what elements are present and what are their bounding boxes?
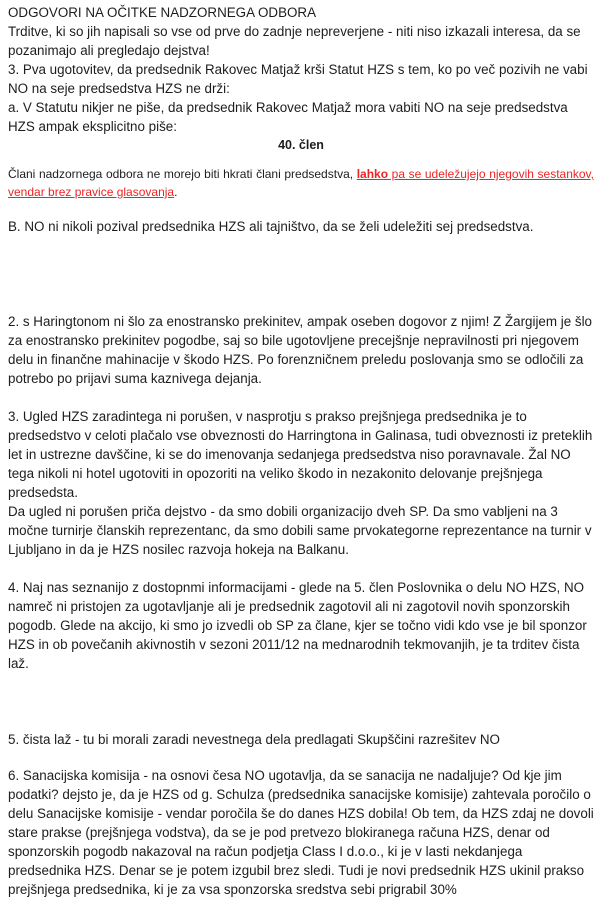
claim-3a-paragraph: a. V Statutu nikjer ne piše, da predsednik Rakovec Matjaž mora vabiti NO na seje predsedstva HZS ampak eksplicitno piše: [8,100,568,134]
answer-3-continued-paragraph: Da ugled ni porušen priča dejstvo - da smo dobili organizacijo dveh SP. Da smo vabljeni na 3 močne turnirje članskih reprezentanc, da smo dobili same prvokategorne reprezentance na turnir v Ljubljano in da je HZS nosilec razvoja hokeja na Balkanu. [8,504,592,557]
intro-paragraph: Trditve, ki so jih napisali so vse od prve do zadnje nepreverjene - niti niso izkazali interesa, da se pozanimajo ali pregledajo dejstva! [8,24,581,58]
claim-3-paragraph: 3. Pva ugotovitev, da predsednik Rakovec Matjaž krši Statut HZS s tem, ko po več pozivih ne vabi NO na seje predsedstva HZS ne drži: [8,62,588,96]
answer-6-paragraph: 6. Sanacijska komisija - na osnovi česa NO ugotavlja, da se sanacija ne nadaljuje? Od kje jim podatki? dejsto je, da je HZS od g. Schulza (predsednika sanacijske komisije) zahtevala poročilo o delu Sanacijske komisije - vendar poročila še do danes HZS dobila! Ob tem, da HZS zdaj ne dovoli stare prakse (prejšnjega vodstva), da se je pod pretvezo blokiranega računa HZS, denar od sponzorskih pogodb nakazoval na račun podjetja Class I d.o.o., ki je v lasti nekdanjega predsednika HZS. Denar se je potem izgubil brez sledi. Tudi je novi predsednik HZS ukinil prakso prejšnjega predsednika, ki je za vsa sponzorska sredstva sebi prigrabil 30% [8,768,594,897]
answer-2-paragraph: 2. s Haringtonom ni šlo za enostransko prekinitev, ampak oseben dogovor z njim! Z Žargijem je šlo za enostransko prekinitev pogodbe, saj so bile ugotovljene precejšnje nepravilnosti pri njegovem delu in finančne mahinacije v škodo HZS. Po forenzničnem preledu poslovanja smo se odločili za potrebo po prijavi suma kaznivega dejanja. [8,314,593,386]
statute-quote-plain-text: Člani nadzornega odbora ne morejo biti hkrati člani predsedstva, [8,167,357,181]
statute-article-heading: 40. člen [278,138,324,152]
claim-3b-paragraph: B. NO ni nikoli pozival predsednika HZS ali tajništvo, da se želi udeležiti sej predsedstva. [8,219,534,234]
answer-4-paragraph: 4. Naj nas seznanijo z dostopnmi informacijami - glede na 5. člen Poslovnika o delu NO HZS, NO namreč ni pristojen za ugotavljanje ali je predsednik zagotovil ali ni zagotovil novih sponzorskih pogodb. Glede na akcijo, ki smo jo izvedli ob SP za člane, kjer se točno vidi kdo vse je bil sponzor HZS in ob povečanih akivnostih v sezoni 2011/12 na mednarodnih tekmovanjih, je ta trditev čista laž. [8,580,587,671]
answer-5-paragraph: 5. čista laž - tu bi morali zaradi nevestnega dela predlagati Skupščini razrešitev NO [8,732,500,747]
statute-quote-highlight-bold: lahko [356,167,389,181]
answer-3-paragraph: 3. Ugled HZS zaradintega ni porušen, v nasprotju s prakso prejšnjega predsednika je to predsedstvo v celoti plačalo vse obveznosti do Harringtona in Galinasa, tudi obveznosti iz preteklih let in ustrezne davščine, ki se do imenovanja sedanjega predsedstva niso poravnavale. Žal NO tega nikoli ni hotel ugotoviti in opozoriti na veliko škodo in nezakonito delovanje prejšnjega predsedsta. [8,409,593,500]
statute-quote-highlight: pa se udeležujejo njegovih sestankov, vendar brez pravice glasovanja [8,167,594,199]
statute-quote-paragraph [8,165,594,201]
document-title: ODGOVORI NA OČITKE NADZORNEGA ODBORA [8,5,317,20]
statute-quote-period: . [174,185,178,199]
